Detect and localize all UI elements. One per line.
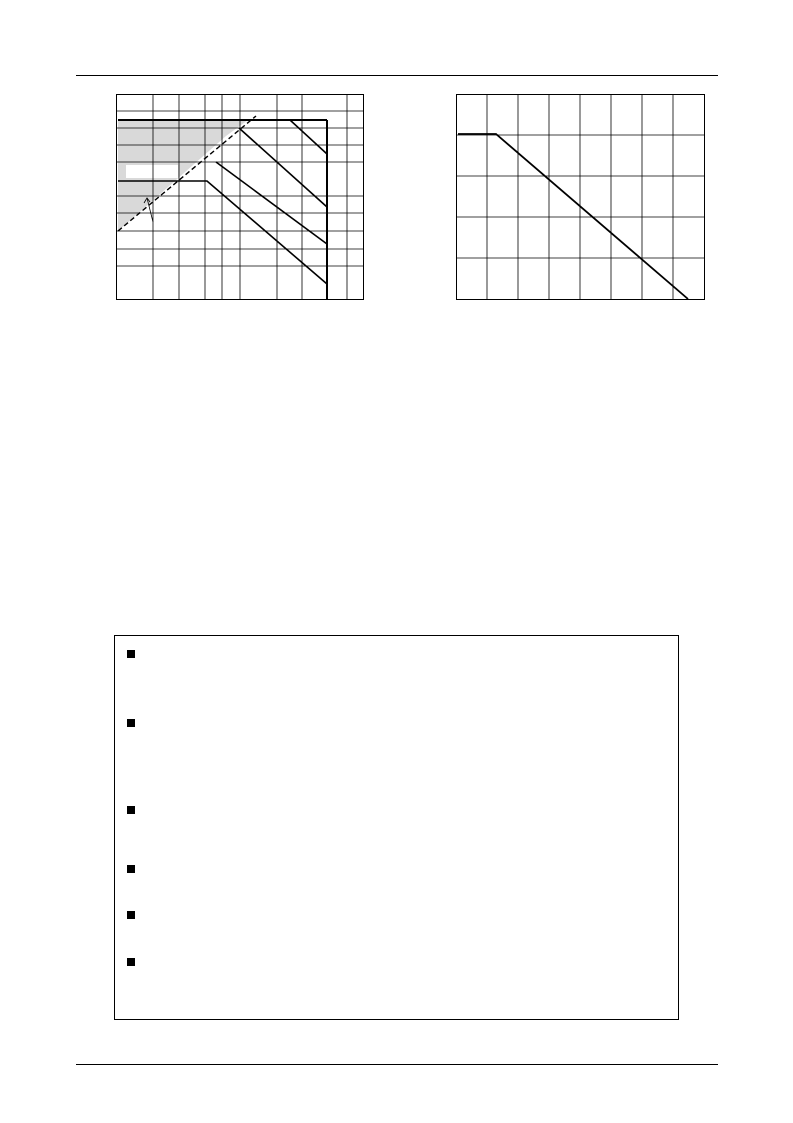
notice-text: [145, 803, 667, 819]
notice-item: [127, 647, 667, 663]
notice-item: [127, 803, 667, 819]
grid-lines: [456, 94, 705, 300]
square-bullet-icon: [127, 958, 135, 966]
notice-text: [145, 908, 667, 924]
header-rule: [76, 75, 718, 76]
notice-box: [114, 635, 679, 1020]
curve-1: [290, 120, 327, 154]
curve-2: [239, 128, 327, 207]
notice-item: [127, 955, 667, 971]
footer-rule: [76, 1064, 718, 1065]
notice-text: [145, 647, 667, 663]
label-box: [126, 165, 178, 178]
square-bullet-icon: [127, 911, 135, 919]
safe-operating-area-graph: [116, 94, 364, 300]
notice-text: [145, 955, 667, 971]
derating-graph: [456, 94, 705, 300]
notice-item: [127, 862, 667, 878]
graph-frame: [457, 95, 705, 300]
notice-item: [127, 908, 667, 924]
notice-item: [127, 716, 667, 732]
notice-text: [145, 862, 667, 878]
derating-curve: [458, 134, 688, 299]
notice-text: [145, 716, 667, 732]
square-bullet-icon: [127, 719, 135, 727]
square-bullet-icon: [127, 650, 135, 658]
square-bullet-icon: [127, 865, 135, 873]
square-bullet-icon: [127, 806, 135, 814]
